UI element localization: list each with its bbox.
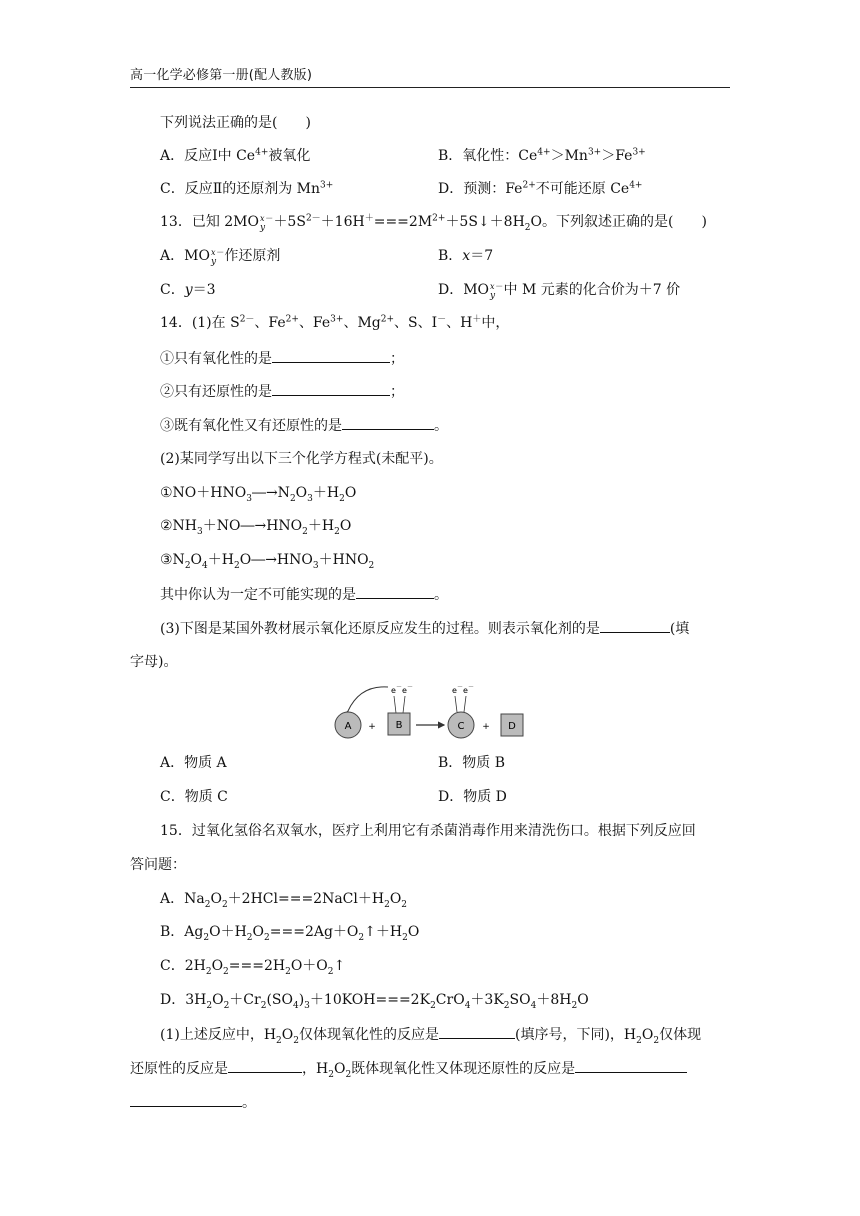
redox-diagram (330, 683, 530, 745)
q14-part3-cont: 字母)。 (130, 654, 178, 670)
label-a: A (344, 721, 352, 732)
electron-label: e (463, 686, 468, 695)
q14-blank-2: ②只有还原性的是 ； (160, 381, 404, 402)
q14-equation-1: $①NO+HNO_3―\to N_2O_3+H_2O$ (160, 485, 357, 504)
answer-blank[interactable] (272, 348, 390, 363)
electron-charge: － (407, 684, 414, 691)
answer-blank[interactable] (228, 1058, 302, 1073)
q14-equation-2: $②NH_3+NO―\to HNO_2+H_2O$ (160, 518, 352, 537)
q14-blank-1: ①只有氧化性的是 ； (160, 348, 404, 369)
q14-equation-3: $③N_2O_4+H_2O―\to HNO_3+HNO_2$ (160, 552, 375, 571)
q14-option-a: A．物质 A (160, 755, 227, 771)
answer-blank[interactable] (342, 415, 434, 430)
q15-reaction-a: A．$Na_2O_2+2HCl===2NaCl+H_2O_2$ (160, 891, 408, 910)
q13-option-d: D．MO x－ y 中 M 元素的化合价为＋7 价 (438, 282, 681, 301)
q13-option-a: A．MO x－ y 作还原剂 (160, 248, 281, 267)
q13-stem: 13．已知 2MO x－ y $+5S^{2-}+16H^+===2M^{2+}+5S↓+8H_2O$。下列叙述正确的是( ) (160, 213, 707, 233)
q14-part3: (3)下图是某国外教材展示氧化还原反应发生的过程。则表示氧化剂的是 (填 (160, 618, 689, 639)
answer-blank[interactable] (439, 1024, 515, 1039)
plus-1: + (368, 722, 376, 732)
q14-impossible: 其中你认为一定不可能实现的是 。 (160, 584, 448, 605)
label-d: D (508, 721, 516, 732)
q15-stem-cont: 答问题： (130, 857, 186, 873)
q15-reaction-b: B．$Ag_2O+H_2O_2===2Ag+O_2↑+H_2O$ (160, 924, 420, 943)
q12-option-b: B．氧化性：$Ce^{4+}>Mn^{3+}>Fe^{3+}$ (438, 147, 646, 164)
q12-option-d: D．预测：$Fe^{2+}$不可能还原 $Ce^{4+}$ (438, 180, 643, 197)
plus-2: + (482, 722, 490, 732)
q13-option-b: B．x＝7 (438, 248, 494, 264)
q14-blank-3: ③既有氧化性又有还原性的是 。 (160, 415, 448, 436)
q14-stem: 14．(1)在 $S^{2-}$、$Fe^{2+}$、$Fe^{3+}$、$Mg^{2+}$、S、I－、H＋中， (160, 314, 510, 331)
electron-charge: － (457, 684, 464, 691)
q13-option-c: C．y＝3 (160, 282, 216, 298)
q14-option-d: D．物质 D (438, 789, 507, 805)
q12-stem: 下列说法正确的是( ) (160, 115, 311, 131)
answer-blank[interactable] (356, 584, 434, 599)
page-header: 高一化学必修第一册(配人教版) (130, 64, 730, 88)
label-b: B (395, 720, 403, 731)
electron-charge: － (396, 684, 403, 691)
q12-option-c: C．反应Ⅱ的还原剂为 $Mn^{3+}$ (160, 180, 334, 197)
q14-option-b: B．物质 B (438, 755, 506, 771)
answer-blank[interactable] (272, 381, 390, 396)
q14-part2: (2)某同学写出以下三个化学方程式(未配平)。 (160, 451, 443, 467)
q15-question-1-end: 。 (130, 1092, 256, 1113)
answer-blank[interactable] (130, 1092, 242, 1107)
q14-option-c: C．物质 C (160, 789, 228, 805)
electron-charge: － (468, 684, 475, 691)
q15-reaction-d: D．$3H_2O_2+Cr_2(SO_4)_3+10KOH===2K_2CrO_4+3K_2SO_4+8H_2O$ (160, 992, 589, 1011)
answer-blank[interactable] (575, 1058, 687, 1073)
electron-label: e (452, 686, 457, 695)
electron-label: e (402, 686, 407, 695)
q15-question-1-cont: 还原性的反应是 ，$H_2O_2$既体现氧化性又体现还原性的反应是 (130, 1058, 687, 1079)
electron-transfer-arrow (348, 687, 388, 711)
label-c: C (457, 721, 465, 732)
q15-stem: 15．过氧化氢俗名双氧水，医疗上利用它有杀菌消毒作用来清洗伤口。根据下列反应回 (160, 823, 696, 839)
q12-option-a: A．反应Ⅰ中 $Ce^{4+}$被氧化 (160, 147, 311, 164)
q15-question-1: (1)上述反应中，$H_2O_2$仅体现氧化性的反应是 (填序号，下同)，$H_2O_2$仅体现 (160, 1024, 701, 1045)
q15-reaction-c: C．$2H_2O_2===2H_2O+O_2↑$ (160, 958, 346, 977)
answer-blank[interactable] (600, 618, 670, 633)
electron-label: e (391, 686, 396, 695)
